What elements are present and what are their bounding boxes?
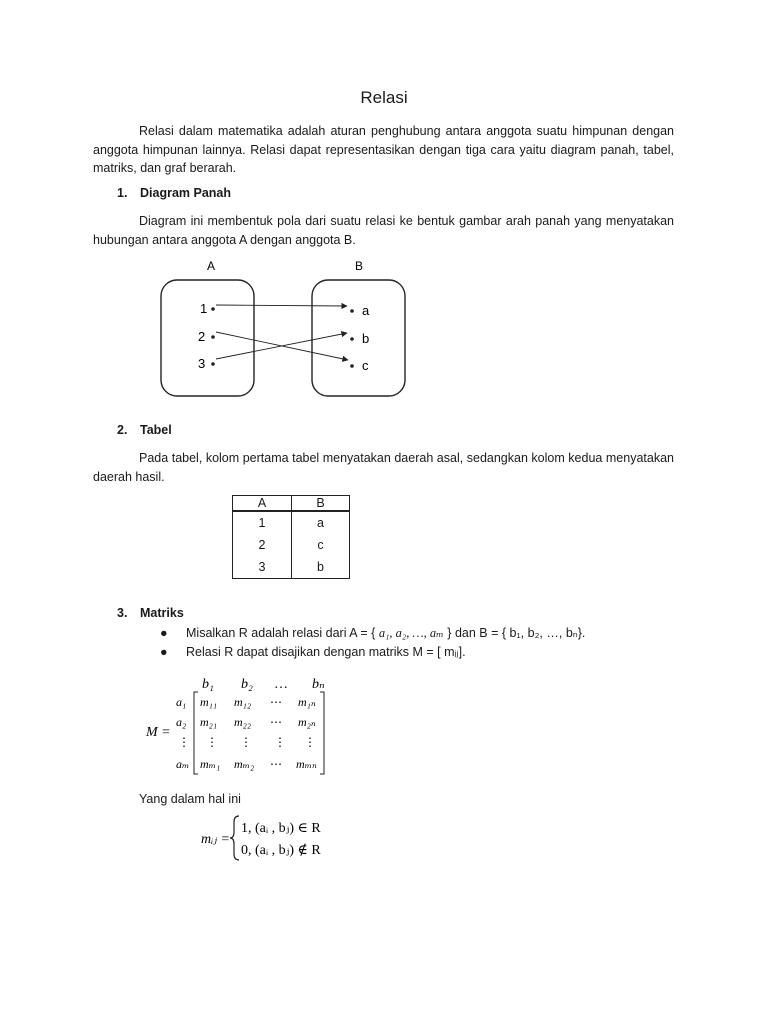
- matrix-cell: ⋮: [274, 735, 286, 749]
- arrow-diagram: [150, 255, 420, 405]
- table-header-cell: B: [292, 496, 350, 512]
- mij-label: mᵢⱼ =: [201, 832, 230, 847]
- relation-matrix: [140, 672, 350, 782]
- matrix-cell: ⋮: [240, 735, 252, 749]
- bullet-item-matrix-representation: [160, 644, 466, 659]
- matrix-cell: ⋯: [270, 757, 282, 771]
- page-title: Relasi: [360, 88, 408, 107]
- matrix-name: M =: [146, 725, 171, 740]
- table-row: [233, 556, 350, 579]
- section-title: Diagram Panah: [140, 186, 232, 200]
- table-header-row: [233, 496, 350, 512]
- matrix-cell: ⋮: [304, 735, 316, 749]
- matrix-col-label: b₁: [202, 677, 214, 692]
- element-dot: [211, 362, 215, 366]
- matrix-cell: mₘₙ: [296, 757, 317, 771]
- matrix-row-label: a₂: [176, 715, 187, 729]
- section-number: 3.: [117, 606, 128, 620]
- section-title: Matriks: [140, 606, 184, 620]
- relation-table: [232, 495, 350, 579]
- matrix-cell: ⋮: [206, 735, 218, 749]
- matrix-col-label: …: [274, 677, 288, 692]
- matrix-cell: mₘ₂: [234, 757, 255, 771]
- bullet-text-start: Misalkan R adalah relasi dari A = {: [186, 626, 376, 640]
- arrow-1-to-a: [216, 305, 347, 306]
- bullet-text: Relasi R dapat disajikan dengan matriks M = [ mᵢⱼ].: [186, 645, 466, 659]
- matrix-cell: mₘ₁: [200, 757, 221, 771]
- bullet-item-relation-definition: [160, 625, 585, 641]
- curly-brace: [230, 816, 239, 860]
- element-dot: [350, 364, 354, 368]
- table-row: [233, 534, 350, 556]
- bullet-icon: ●: [160, 626, 168, 640]
- matrix-cell: m₂₁: [200, 715, 218, 729]
- matrix-cell: ⋯: [270, 715, 282, 729]
- set-a-element-2: 2: [198, 329, 206, 344]
- matrix-col-label: bₙ: [312, 677, 325, 692]
- section-heading-tabel: [117, 423, 172, 437]
- intro-paragraph: Relasi dalam matematika adalah aturan penghubung antara anggota suatu himpunan dengan anggota himpunan lainnya. Relasi dapat representasikan dengan tiga cara yaitu diagram panah, tabel, matriks, dan graf berarah.: [93, 124, 674, 175]
- matrix-right-bracket: [320, 692, 324, 774]
- section-number: 2.: [117, 423, 128, 437]
- matrix-col-label: b₂: [241, 677, 253, 692]
- table-cell: a: [292, 511, 350, 534]
- set-a-oval: [161, 280, 254, 396]
- bullet-icon: ●: [160, 645, 168, 659]
- arrow-3-to-b: [216, 333, 347, 359]
- where-label: Yang dalam hal ini: [139, 792, 241, 806]
- set-b-element-c: c: [362, 358, 369, 373]
- mij-definition: [195, 812, 355, 864]
- set-b-element-b: b: [362, 331, 370, 346]
- section-title: Tabel: [140, 423, 172, 437]
- set-b-oval: [312, 280, 405, 396]
- matrix-cell: m₁ₙ: [298, 695, 316, 709]
- table-cell: 3: [233, 556, 292, 579]
- section-heading-matriks: [117, 606, 184, 620]
- element-dot: [211, 335, 215, 339]
- case-one: 1, (aᵢ , bⱼ) ∈ R: [241, 821, 321, 836]
- bullet-text-end: } dan B = { b₁, b₂, …, bₙ}.: [447, 626, 586, 640]
- diagram-panah-paragraph: Diagram ini membentuk pola dari suatu relasi ke bentuk gambar arah panah yang menyatakan hubungan antara anggota A dengan anggota B.: [93, 214, 674, 247]
- set-a-label: A: [207, 259, 216, 273]
- table-cell: c: [292, 534, 350, 556]
- table-header-cell: A: [233, 496, 292, 512]
- table-cell: 1: [233, 511, 292, 534]
- element-dot: [211, 307, 215, 311]
- set-a-members: a₁, a₂, …, aₘ: [378, 626, 444, 640]
- element-dot: [350, 337, 354, 341]
- element-dot: [350, 309, 354, 313]
- matrix-cell: m₂ₙ: [298, 715, 316, 729]
- tabel-paragraph: Pada tabel, kolom pertama tabel menyatakan daerah asal, sedangkan kolom kedua menyatakan daerah hasil.: [93, 451, 674, 484]
- matrix-cell: m₁₂: [234, 695, 252, 709]
- table-cell: b: [292, 556, 350, 579]
- matrix-cell: m₁₁: [200, 695, 218, 709]
- case-zero: 0, (aᵢ , bⱼ) ∉ R: [241, 843, 321, 858]
- matrix-left-bracket: [194, 692, 198, 774]
- matrix-row-label: ⋮: [178, 735, 190, 749]
- set-a-element-1: 1: [200, 301, 208, 316]
- matrix-cell: m₂₂: [234, 715, 252, 729]
- set-b-label: B: [355, 259, 364, 273]
- matrix-row-label: aₘ: [176, 757, 190, 771]
- matrix-cell: ⋯: [270, 695, 282, 709]
- set-a-element-3: 3: [198, 356, 206, 371]
- matrix-row-label: a₁: [176, 695, 187, 709]
- table-cell: 2: [233, 534, 292, 556]
- section-heading-diagram-panah: [117, 186, 231, 200]
- set-b-element-a: a: [362, 303, 370, 318]
- table-row: [233, 511, 350, 534]
- section-number: 1.: [117, 186, 128, 200]
